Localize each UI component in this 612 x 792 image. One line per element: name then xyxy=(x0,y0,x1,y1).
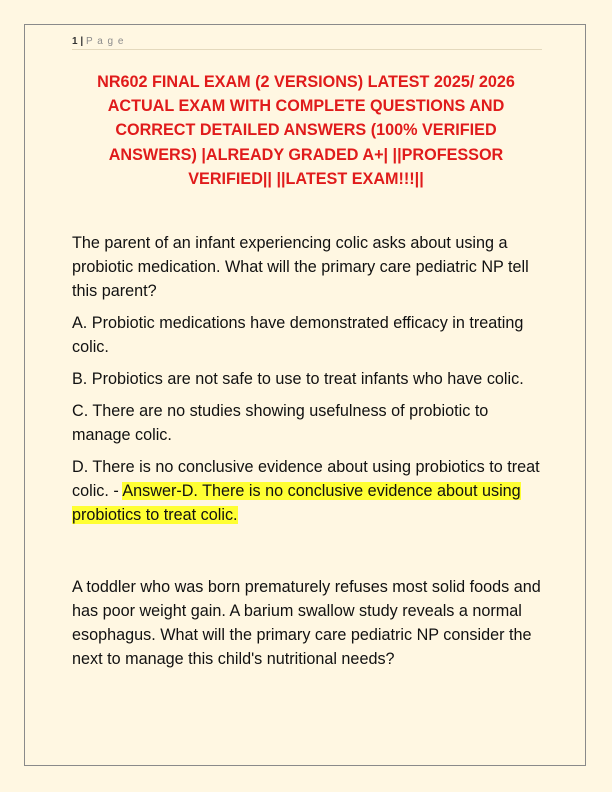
question-1-option-c: C. There are no studies showing usefulness of probiotic to manage colic. xyxy=(72,402,489,444)
question-1-option-d-block xyxy=(72,455,544,527)
document-body xyxy=(72,231,544,679)
question-1-text: The parent of an infant experiencing colic asks about using a probiotic medication. What will the primary care pediatric NP tell this parent? xyxy=(72,234,529,300)
page-number: 1 xyxy=(72,36,78,47)
header-separator: | xyxy=(80,36,84,47)
question-1-answer-highlight: Answer-D. There is no conclusive evidence about using probiotics to treat colic. xyxy=(72,482,521,524)
document-title: NR602 FINAL EXAM (2 VERSIONS) LATEST 2025/ 2026 ACTUAL EXAM WITH COMPLETE QUESTIONS AND CORRECT DETAILED ANSWERS (100% VERIFIED ANSWERS) |ALREADY GRADED A+| ||PROFESSOR VERIFIED|| ||LATEST EXAM!!!|| xyxy=(97,73,515,188)
page-header xyxy=(72,36,542,50)
question-1-option-b: B. Probiotics are not safe to use to treat infants who have colic. xyxy=(72,370,524,388)
question-1-option-a: A. Probiotic medications have demonstrated efficacy in treating colic. xyxy=(72,314,524,356)
question-gap xyxy=(72,535,544,575)
question-1-option-d: D. There is no conclusive evidence about using probiotics to treat colic. - xyxy=(72,458,540,500)
page-label: P a g e xyxy=(85,36,125,47)
question-2-text: A toddler who was born prematurely refuses most solid foods and has poor weight gain. A barium swallow study reveals a normal esophagus. What will the primary care pediatric NP consider the next to manage this child's nutritional needs? xyxy=(72,578,541,668)
